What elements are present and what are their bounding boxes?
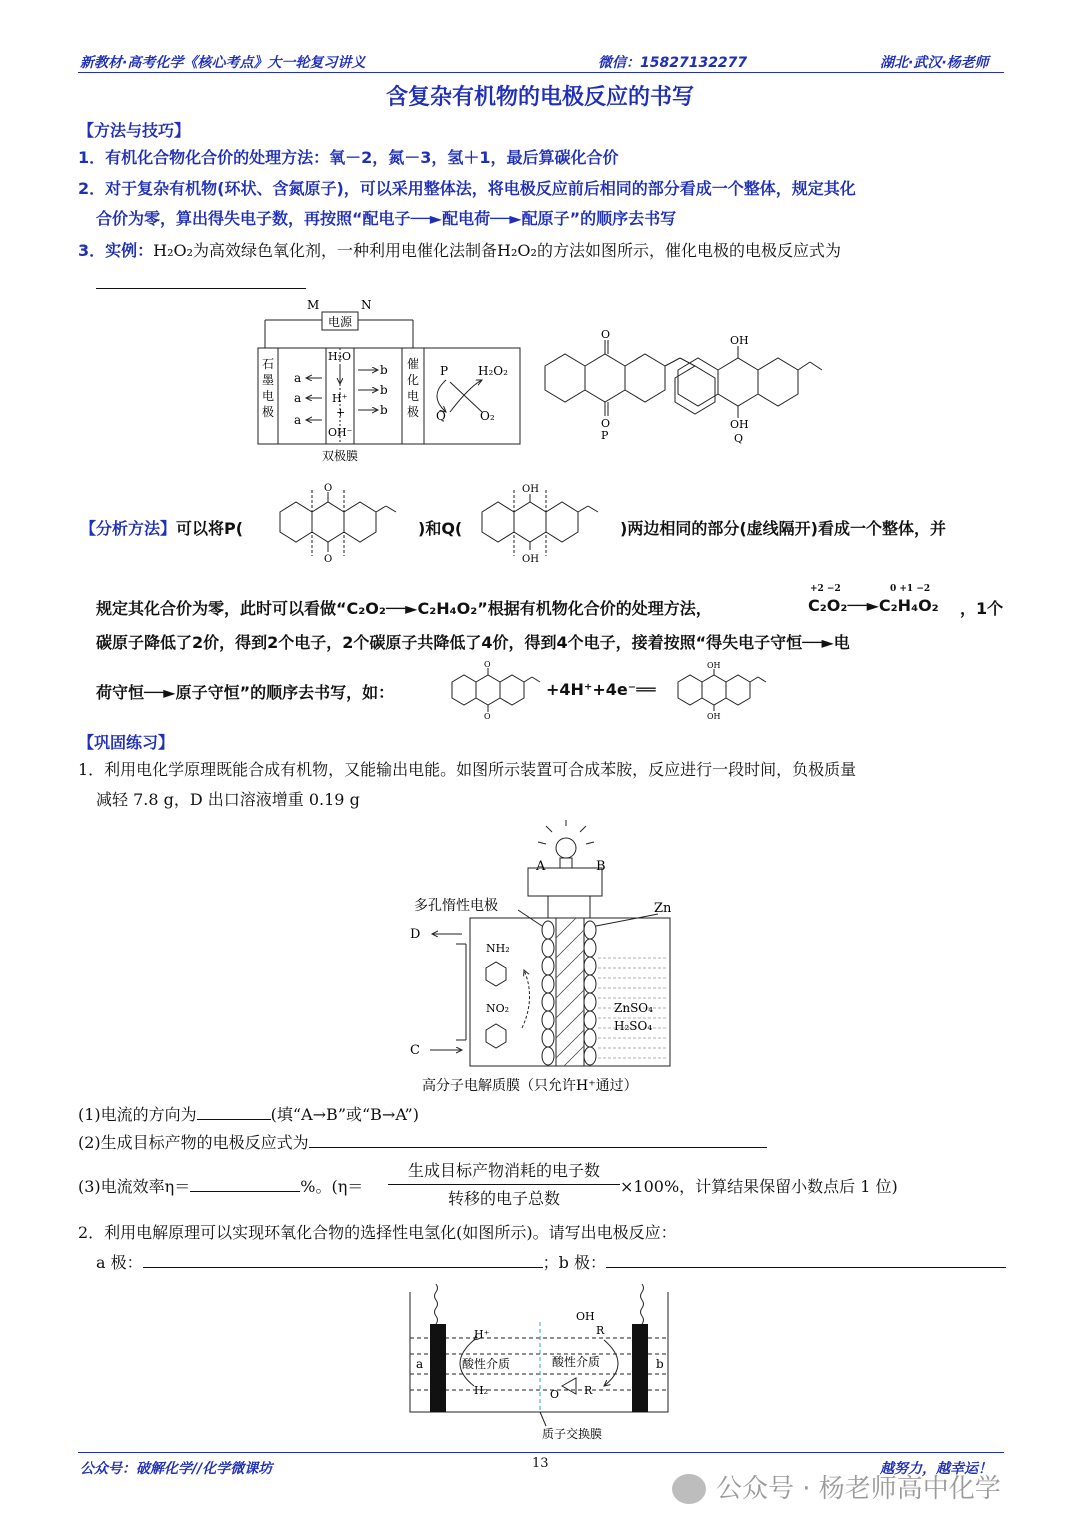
svg-text:O: O (484, 712, 491, 720)
molecule-P-inline (272, 482, 412, 564)
svg-text:OH: OH (576, 1310, 595, 1323)
methods-heading: 【方法与技巧】 (78, 121, 191, 140)
product-molecule (674, 658, 770, 720)
svg-text:O: O (484, 660, 491, 669)
svg-text:H₂SO₄: H₂SO₄ (614, 1019, 653, 1033)
svg-text:b: b (380, 383, 388, 397)
electrode-a (430, 1324, 446, 1412)
svg-text:a: a (294, 391, 302, 405)
svg-text:NH₂: NH₂ (486, 942, 510, 955)
question-1-line-1: 1．利用电化学原理既能合成有机物，又能输出电能。如图所示装置可合成苯胺，反应进行一段时间，负极质量 (78, 760, 857, 779)
svg-text:OH: OH (730, 334, 749, 347)
svg-text:O: O (324, 483, 333, 494)
svg-text:+: + (336, 406, 346, 419)
svg-text:墨: 墨 (262, 373, 275, 387)
svg-text:D: D (410, 927, 421, 942)
footer-right: 越努力，越幸运！ (880, 1461, 992, 1477)
svg-text:化: 化 (407, 373, 420, 387)
question-2: 2．利用电解原理可以实现环氧化合物的选择性电氢化(如图所示)。请写出电极反应： (78, 1223, 677, 1242)
answer-blank-efficiency[interactable] (190, 1175, 300, 1192)
svg-text:NO₂: NO₂ (486, 1002, 510, 1015)
molecule-Q-diagram (670, 330, 830, 448)
header-rule (78, 72, 1004, 73)
svg-text:a: a (294, 413, 302, 427)
svg-text:H₂O₂: H₂O₂ (478, 364, 508, 378)
fraction-denominator: 转移的电子总数 (447, 1189, 560, 1208)
answer-blank-current-direction[interactable] (197, 1103, 271, 1120)
header-left: 新教材·高考化学《核心考点》大一轮复习讲义 (80, 55, 366, 71)
svg-text:R: R (596, 1324, 605, 1337)
method-item-1: 1．有机化合物化合价的处理方法：氧－2，氮－3，氢＋1，最后算碳化合价 (78, 148, 619, 167)
svg-text:OH: OH (522, 554, 539, 564)
svg-text:A: A (536, 859, 546, 874)
svg-text:极: 极 (407, 405, 420, 419)
question-1-line-2: 减轻 7.8 g，D 出口溶液增重 0.19 g (96, 790, 360, 809)
svg-text:b: b (380, 363, 388, 377)
method-item-3-label: 3．实例： (78, 241, 154, 260)
answer-blank-1[interactable] (96, 288, 306, 289)
svg-text:极: 极 (262, 405, 275, 419)
svg-text:OH: OH (707, 712, 721, 720)
method-item-2b: 合价为零，算出得失电子数，再按照“配电子──►配电荷──►配原子”的顺序去书写 (96, 209, 677, 228)
method-item-3-text: H₂O₂为高效绿色氧化剂，一种利用电催化法制备H₂O₂的方法如图所示，催化电极的电极反应式为 (153, 241, 841, 260)
svg-text:酸性介质: 酸性介质 (552, 1355, 601, 1369)
wechat-icon (672, 1474, 706, 1504)
reaction-equation: +4H⁺+4e⁻══ (546, 680, 656, 699)
svg-text:O: O (601, 328, 611, 341)
bipolar-membrane-label: 双极膜 (322, 449, 359, 463)
porous-electrode-label: 多孔惰性电极 (414, 898, 498, 914)
answer-blank-electrode-equation[interactable] (309, 1131, 767, 1148)
fraction-numerator: 生成目标产物消耗的电子数 (388, 1158, 620, 1185)
label-M: M (307, 298, 320, 312)
answer-blank-b-electrode[interactable] (606, 1251, 1006, 1268)
svg-text:催: 催 (407, 357, 420, 371)
svg-text:OH: OH (707, 661, 721, 670)
svg-text:R: R (584, 1384, 593, 1397)
svg-text:a: a (294, 371, 302, 385)
svg-text:b: b (380, 403, 388, 417)
svg-text:石: 石 (262, 357, 275, 371)
label-N: N (361, 298, 372, 312)
watermark-text: 公众号 · 杨老师高中化学 (716, 1474, 1001, 1504)
svg-text:O: O (601, 417, 611, 430)
footer-rule (78, 1452, 1004, 1453)
answer-blank-a-electrode[interactable] (143, 1251, 543, 1268)
header-right: 湖北·武汉·杨老师 (880, 55, 989, 71)
svg-text:O: O (550, 1388, 560, 1401)
svg-text:OH⁻: OH⁻ (328, 426, 353, 439)
aniline-cell-diagram (400, 818, 690, 1100)
svg-text:H⁺: H⁺ (474, 1328, 490, 1341)
svg-text:O₂: O₂ (480, 409, 495, 423)
electrode-b (632, 1324, 648, 1412)
svg-text:O: O (324, 554, 333, 564)
svg-text:Q: Q (734, 432, 744, 445)
svg-text:电: 电 (407, 389, 420, 403)
svg-text:B: B (596, 859, 606, 874)
page-number: 13 (532, 1456, 549, 1471)
svg-text:C: C (410, 1043, 420, 1058)
svg-text:P: P (601, 429, 609, 442)
svg-text:P: P (440, 364, 449, 378)
analysis-label: 【分析方法】 (80, 519, 177, 538)
reactant-molecule (448, 660, 544, 720)
header-contact: 微信：15827132277 (598, 55, 748, 71)
practice-heading: 【巩固练习】 (78, 733, 175, 752)
page-title: 含复杂有机物的电极反应的书写 (385, 85, 694, 110)
svg-text:H⁺: H⁺ (332, 392, 348, 405)
svg-text:Q: Q (436, 409, 446, 423)
epoxide-electrolysis-diagram (406, 1282, 678, 1446)
method-item-2a: 2．对于复杂有机物(环状、含氮原子)，可以采用整体法，将电极反应前后相同的部分看成一个整体，规定其化 (78, 179, 856, 198)
svg-text:H₂O: H₂O (328, 350, 352, 363)
svg-text:OH: OH (730, 418, 749, 431)
power-label: 电源 (328, 315, 353, 329)
svg-text:H₂: H₂ (474, 1384, 489, 1397)
svg-text:电: 电 (262, 389, 275, 403)
svg-text:Zn: Zn (654, 901, 672, 916)
polymer-membrane-label: 高分子电解质膜（只允许H⁺通过） (422, 1078, 638, 1094)
svg-text:OH: OH (522, 484, 539, 495)
membrane-label: 质子交换膜 (542, 1427, 603, 1441)
svg-text:酸性介质: 酸性介质 (462, 1357, 511, 1371)
molecule-Q-inline (474, 482, 614, 564)
svg-text:a: a (416, 1357, 424, 1371)
footer-left: 公众号：破解化学//化学微课坊 (80, 1461, 273, 1477)
svg-text:b: b (656, 1357, 664, 1371)
svg-text:ZnSO₄: ZnSO₄ (614, 1001, 653, 1015)
